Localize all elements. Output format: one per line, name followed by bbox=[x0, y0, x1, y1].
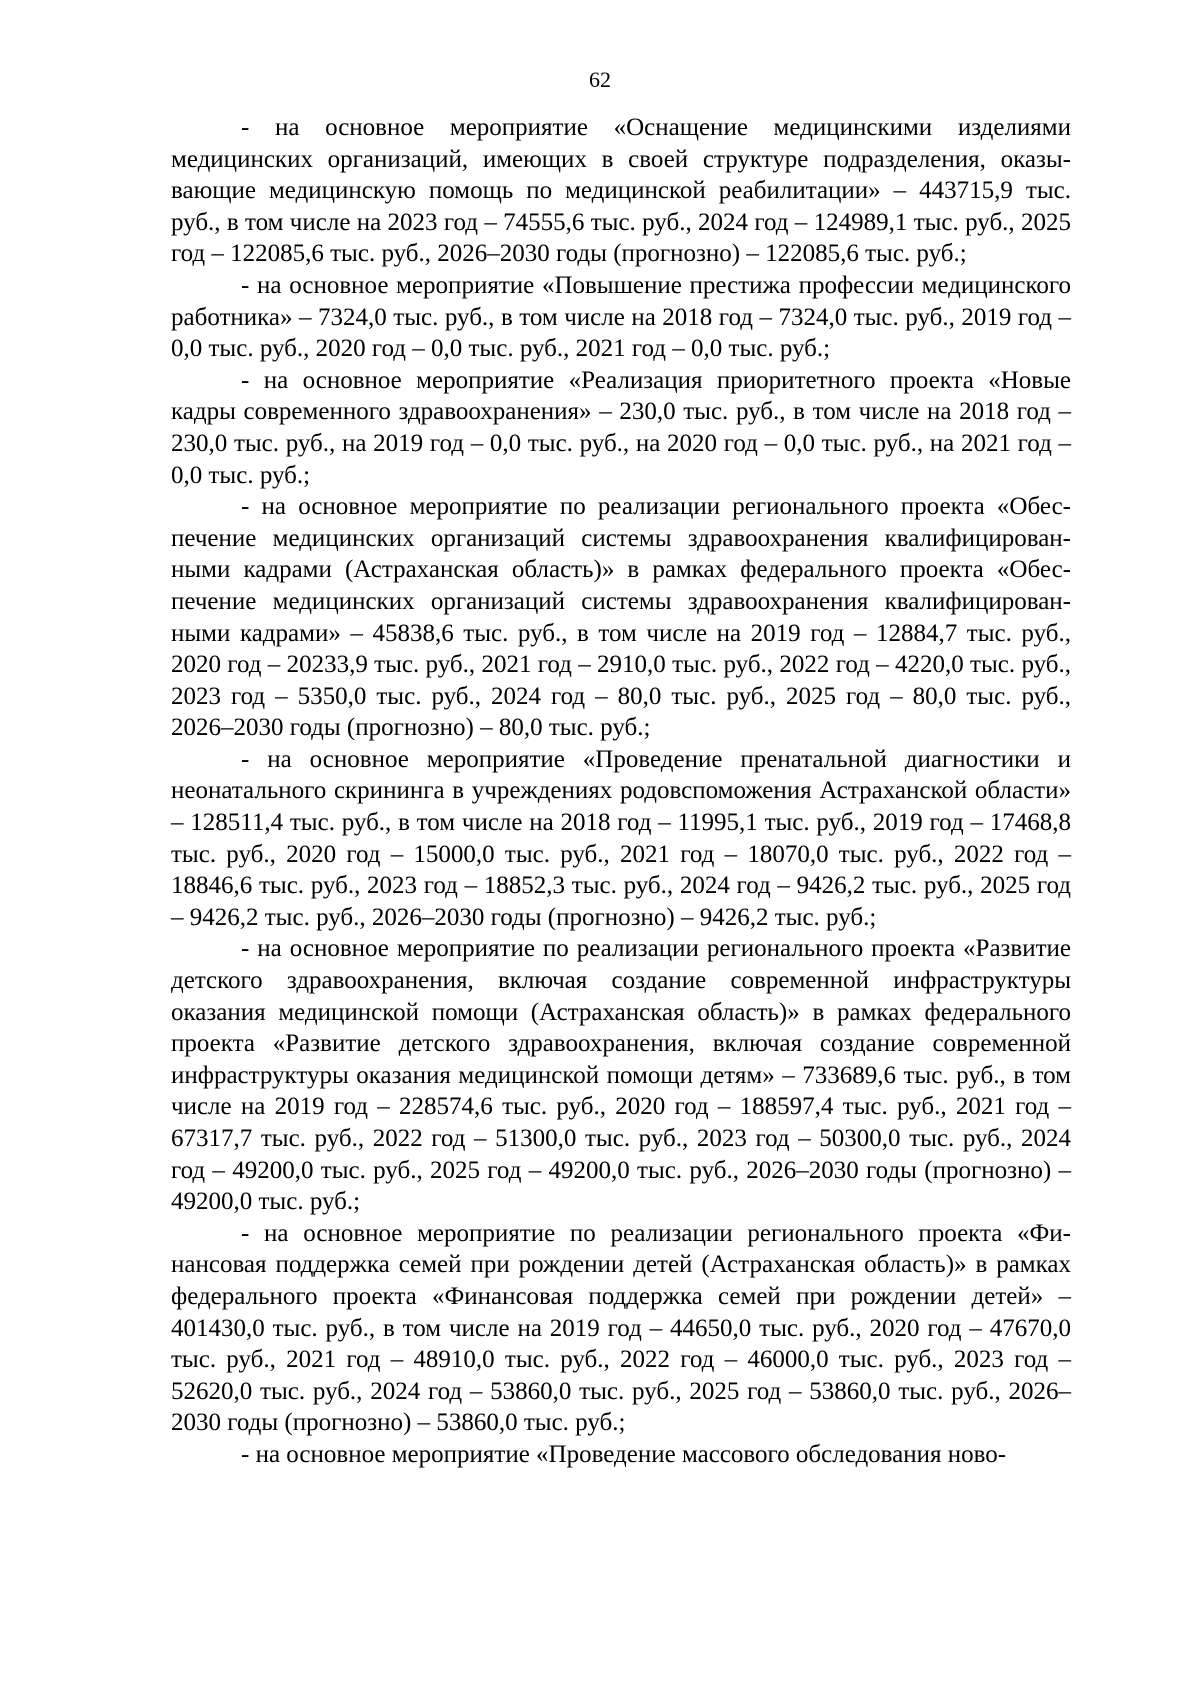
paragraph-family-financial-support: - на основное мероприятие по реализации регионального проекта «Финансовая поддержка семей при рождении детей (Астраханская область)» в рамках федерального проекта «Финансовая поддержка семей при рождении детей» – 401430,0 тыс. руб., в том числе на 2019 год – 44650,0 тыс. руб., 2020 год – 47670,0 тыс. руб., 2021 год – 48910,0 тыс. руб., 2022 год – 46000,0 тыс. руб., 2023 год – 52620,0 тыс. руб., 2024 год – 53860,0 тыс. руб., 2025 год – 53860,0 тыс. руб., 2026–2030 годы (прогнозно) – 53860,0 тыс. руб.; bbox=[171, 1219, 1071, 1437]
document-body bbox=[171, 112, 1071, 1471]
page-number: 62 bbox=[589, 67, 611, 92]
paragraph-mass-screening-newborns: - на основное мероприятие «Проведение массового обследования ново- bbox=[241, 1440, 1007, 1468]
paragraph-new-healthcare-staff: - на основное мероприятие «Реализация приоритетного проекта «Новые кадры современного здравоохранения» – 230,0 тыс. руб., в том числе на 2018 год – 230,0 тыс. руб., на 2019 год – 0,0 тыс. руб., на 2020 год – 0,0 тыс. руб., на 2021 год – 0,0 тыс. руб.; bbox=[171, 366, 1071, 489]
paragraph-qualified-staff-project: - на основное мероприятие по реализации регионального проекта «Обеспечение медицинских организаций системы здравоохранения квалифицированными кадрами (Астраханская область)» в рамках федерального проекта «Обеспечение медицинских организаций системы здравоохранения квалифицированными кадрами» – 45838,6 тыс. руб., в том числе на 2019 год – 12884,7 тыс. руб., 2020 год – 20233,9 тыс. руб., 2021 год – 2910,0 тыс. руб., 2022 год – 4220,0 тыс. руб., 2023 год – 5350,0 тыс. руб., 2024 год – 80,0 тыс. руб., 2025 год – 80,0 тыс. руб., 2026–2030 годы (прогнозно) – 80,0 тыс. руб.; bbox=[171, 493, 1071, 742]
paragraph-medical-equipment-rehabilitation: - на основное мероприятие «Оснащение медицинскими изделиями медицинских организаций, имеющих в своей структуре подразделения, оказывающие медицинскую помощь по медицинской реабилитации» – 443715,9 тыс. руб., в том числе на 2023 год – 74555,6 тыс. руб., 2024 год – 124989,1 тыс. руб., 2025 год – 122085,6 тыс. руб., 2026–2030 годы (прогнозно) – 122085,6 тыс. руб.; bbox=[171, 114, 1071, 268]
paragraph-prenatal-diagnostics: - на основное мероприятие «Проведение пренатальной диагностики и неонатального скрининга в учреждениях родовспоможения Астраханской области» – 128511,4 тыс. руб., в том числе на 2018 год – 11995,1 тыс. руб., 2019 год – 17468,8 тыс. руб., 2020 год – 15000,0 тыс. руб., 2021 год – 18070,0 тыс. руб., 2022 год – 18846,6 тыс. руб., 2023 год – 18852,3 тыс. руб., 2024 год – 9426,2 тыс. руб., 2025 год – 9426,2 тыс. руб., 2026–2030 годы (прогнозно) – 9426,2 тыс. руб.; bbox=[171, 745, 1071, 931]
paragraph-medical-worker-prestige: - на основное мероприятие «Повышение престижа профессии медицинского работника» – 7324,0 тыс. руб., в том числе на 2018 год – 7324,0 тыс. руб., 2019 год – 0,0 тыс. руб., 2020 год – 0,0 тыс. руб., 2021 год – 0,0 тыс. руб.; bbox=[171, 271, 1071, 363]
paragraph-children-healthcare-development: - на основное мероприятие по реализации регионального проекта «Развитие детского здравоохранения, включая создание современной инфраструктуры оказания медицинской помощи (Астраханская область)» в рамках федерального проекта «Развитие детского здравоохранения, включая создание современной инфраструктуры оказания медицинской помощи детям» – 733689,6 тыс. руб., в том числе на 2019 год – 228574,6 тыс. руб., 2020 год – 188597,4 тыс. руб., 2021 год – 67317,7 тыс. руб., 2022 год – 51300,0 тыс. руб., 2023 год – 50300,0 тыс. руб., 2024 год – 49200,0 тыс. руб., 2025 год – 49200,0 тыс. руб., 2026–2030 годы (прогнозно) – 49200,0 тыс. руб.; bbox=[171, 935, 1071, 1216]
